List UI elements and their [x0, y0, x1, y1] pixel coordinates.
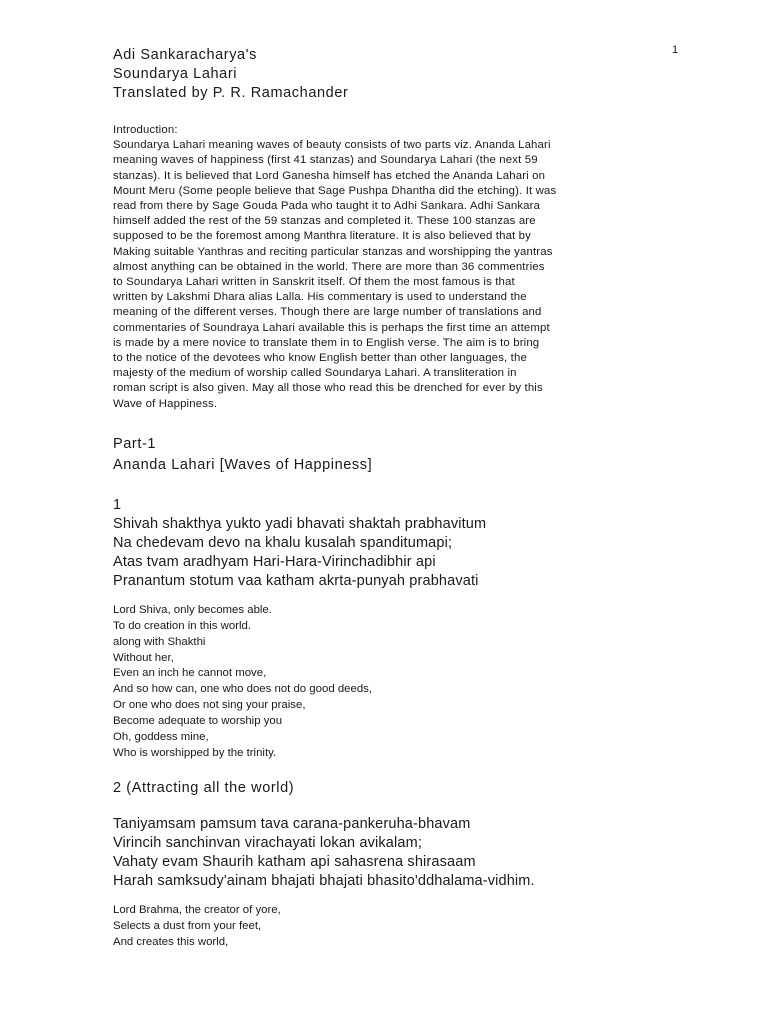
intro-line: almost anything can be obtained in the world. There are more than 36 commentries: [113, 260, 545, 273]
verse-translation: [113, 603, 713, 762]
verse-number: 2 (Attracting all the world): [113, 779, 295, 796]
document-title: [113, 46, 713, 103]
sanskrit-line: Harah samksudy'ainam bhajati bhajati bhasito'ddhalama-vidhim.: [113, 872, 535, 889]
sanskrit-line: Shivah shakthya yukto yadi bhavati shaktah prabhavitum: [113, 515, 487, 532]
sanskrit-line: Na chedevam devo na khalu kusalah spanditumapi;: [113, 534, 453, 551]
intro-line: meaning waves of happiness (first 41 stanzas) and Soundarya Lahari (the next 59: [113, 154, 538, 167]
introduction: [113, 123, 713, 412]
verse-translation: [113, 903, 713, 951]
title-translator: Translated by P. R. Ramachander: [113, 85, 349, 101]
sanskrit-line: Virincih sanchinvan virachayati lokan avikalam;: [113, 834, 423, 851]
intro-line: to the notice of the devotees who know English better than other languages, the: [113, 352, 527, 365]
verse-2: [113, 779, 713, 951]
intro-line: himself added the rest of the 59 stanzas and completed it. These 100 stanzas are: [113, 215, 536, 228]
translation-line: Selects a dust from your feet,: [113, 919, 262, 932]
page-content: [113, 46, 713, 951]
title-work: Soundarya Lahari: [113, 66, 238, 82]
translation-line: Lord Brahma, the creator of yore,: [113, 903, 281, 916]
translation-line: Or one who does not sing your praise,: [113, 699, 306, 712]
intro-line: written by Lakshmi Dhara alias Lalla. His commentary is used to understand the: [113, 291, 527, 304]
translation-line: along with Shakthi: [113, 635, 206, 648]
verse-number: 1: [113, 496, 122, 513]
sanskrit-line: Pranantum stotum vaa katham akrta-punyah prabhavati: [113, 572, 479, 589]
intro-line: roman script is also given. May all those who read this be drenched for ever by this: [113, 382, 543, 395]
translation-line: Lord Shiva, only becomes able.: [113, 603, 272, 616]
translation-line: Even an inch he cannot move,: [113, 667, 267, 680]
intro-line: majesty of the medium of worship called Soundarya Lahari. A transliteration in: [113, 367, 517, 380]
intro-line: stanzas). It is believed that Lord Ganesha himself has etched the Ananda Lahari on: [113, 169, 546, 182]
translation-line: Without her,: [113, 651, 174, 664]
part-heading: [113, 434, 713, 476]
page-number: 1: [672, 44, 679, 56]
part-subtitle: Ananda Lahari [Waves of Happiness]: [113, 456, 373, 473]
intro-line: is made by a mere novice to translate them in to English verse. The aim is to bring: [113, 336, 540, 349]
sanskrit-line: Atas tvam aradhyam Hari-Hara-Virinchadibhir api: [113, 553, 436, 570]
intro-line: Making suitable Yanthras and reciting particular stanzas and worshipping the yantras: [113, 245, 553, 258]
intro-line: commentaries of Soundraya Lahari available this is perhaps the first time an attempt: [113, 321, 550, 334]
translation-line: Become adequate to worship you: [113, 715, 283, 728]
intro-line: supposed to be the foremost among Manthra literature. It is also believed that by: [113, 230, 532, 243]
translation-line: Oh, goddess mine,: [113, 731, 209, 744]
intro-line: read from there by Sage Gouda Pada who taught it to Adhi Sankara. Adhi Sankara: [113, 200, 541, 213]
translation-line: Who is worshipped by the trinity.: [113, 747, 277, 760]
verse-1: [113, 496, 713, 762]
introduction-label: Introduction:: [113, 124, 178, 136]
title-author: Adi Sankaracharya's: [113, 47, 257, 63]
intro-line: Soundarya Lahari meaning waves of beauty consists of two parts viz. Ananda Lahari: [113, 139, 551, 152]
sanskrit-line: Vahaty evam Shaurih katham api sahasrena shirasaam: [113, 853, 476, 870]
verse-sanskrit: [113, 515, 713, 591]
verse-sanskrit: [113, 815, 713, 891]
translation-line: To do creation in this world.: [113, 619, 252, 632]
sanskrit-line: Taniyamsam pamsum tava carana-pankeruha-bhavam: [113, 815, 471, 832]
part-label: Part-1: [113, 435, 157, 452]
translation-line: And so how can, one who does not do good deeds,: [113, 683, 373, 696]
intro-line: meaning of the different verses. Though there are large number of translations and: [113, 306, 542, 319]
translation-line: And creates this world,: [113, 935, 229, 948]
intro-line: Mount Meru (Some people believe that Sage Pushpa Dhantha did the etching). It was: [113, 184, 557, 197]
intro-line: Wave of Happiness.: [113, 397, 218, 410]
intro-line: to Soundarya Lahari written in Sanskrit itself. Of them the most famous is that: [113, 276, 515, 289]
